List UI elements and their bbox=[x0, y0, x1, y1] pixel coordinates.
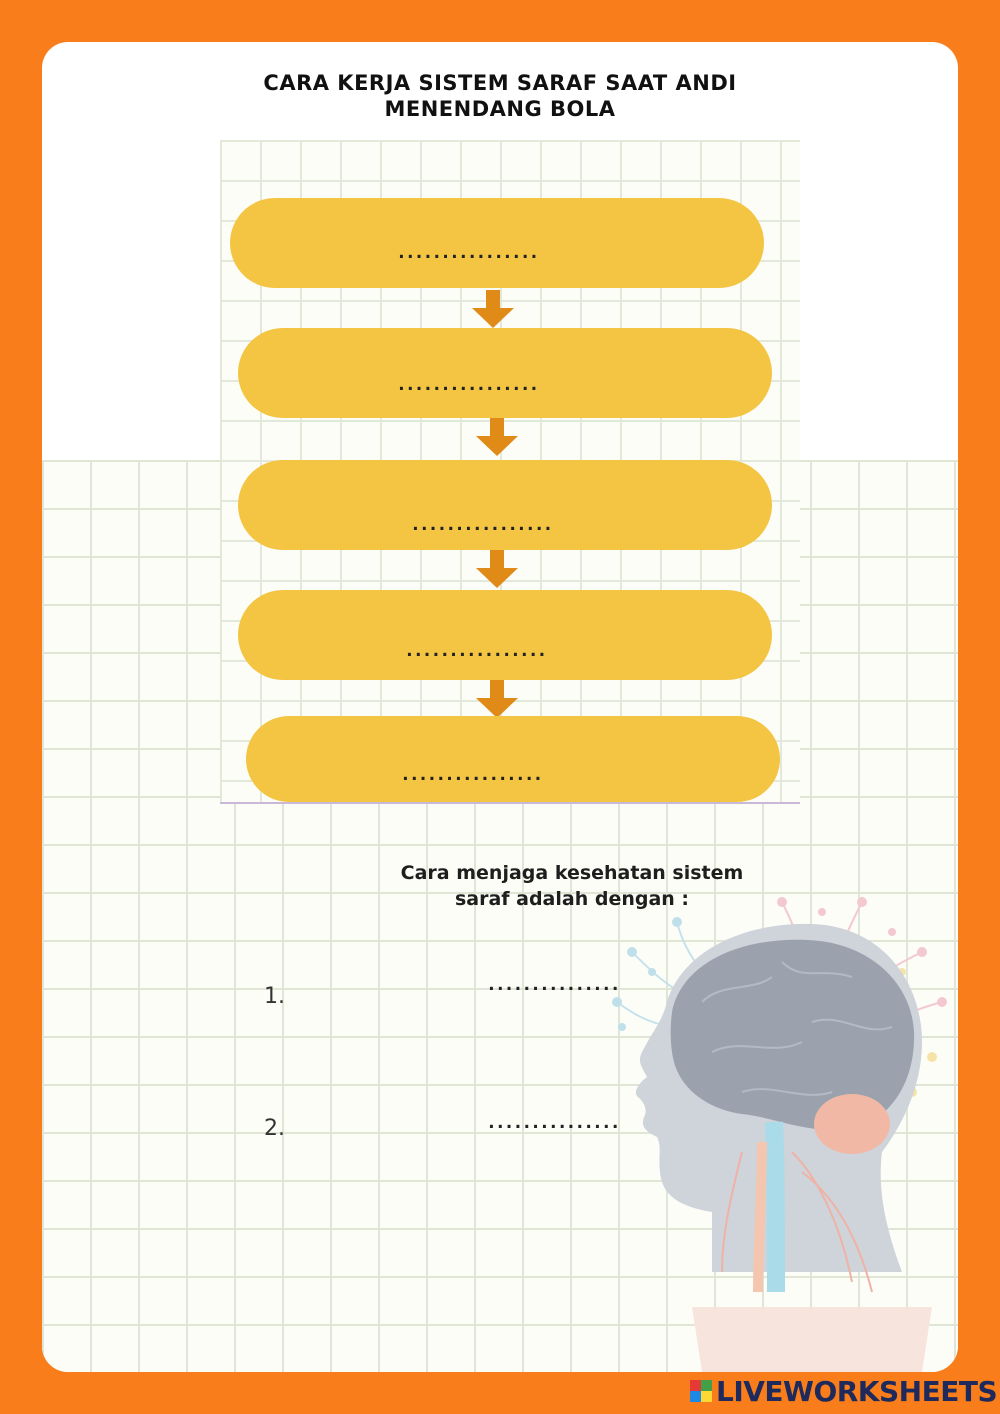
worksheet-sheet bbox=[42, 42, 958, 1372]
flow-step-3-answer[interactable]: ................ bbox=[410, 514, 552, 535]
flow-step-2-answer[interactable]: ................ bbox=[396, 374, 538, 395]
item-number-2: 2. bbox=[264, 1116, 285, 1141]
title-line-2: MENENDANG BOLA bbox=[384, 97, 616, 121]
flow-step-1-answer[interactable]: ................ bbox=[396, 242, 538, 263]
health-question-line-1: Cara menjaga kesehatan sistem bbox=[400, 862, 744, 884]
arrow-down-icon bbox=[474, 418, 520, 458]
item-answer-1[interactable]: ............... bbox=[486, 974, 619, 995]
arrow-down-icon bbox=[470, 290, 516, 330]
title-line-1: CARA KERJA SISTEM SARAF SAAT ANDI bbox=[263, 71, 737, 95]
item-answer-2[interactable]: ............... bbox=[486, 1112, 619, 1133]
flow-step-5-answer[interactable]: ................ bbox=[400, 764, 542, 785]
liveworksheets-watermark[interactable] bbox=[690, 1374, 997, 1408]
health-question bbox=[372, 860, 772, 912]
health-question-line-2: saraf adalah dengan : bbox=[454, 888, 690, 910]
flow-step-3 bbox=[238, 460, 772, 550]
human-head-nervous-system-icon bbox=[562, 852, 958, 1372]
flow-step-2 bbox=[238, 328, 772, 418]
item-number-1: 1. bbox=[264, 984, 285, 1009]
arrow-down-icon bbox=[474, 680, 520, 720]
flow-step-4 bbox=[238, 590, 772, 680]
flow-step-5 bbox=[246, 716, 780, 802]
watermark-text: LIVEWORKSHEETS bbox=[716, 1374, 998, 1408]
flow-step-4-answer[interactable]: ................ bbox=[404, 640, 546, 661]
flow-step-1 bbox=[230, 198, 764, 288]
liveworksheets-logo-icon bbox=[690, 1380, 712, 1402]
worksheet-title bbox=[42, 70, 958, 122]
arrow-down-icon bbox=[474, 550, 520, 590]
